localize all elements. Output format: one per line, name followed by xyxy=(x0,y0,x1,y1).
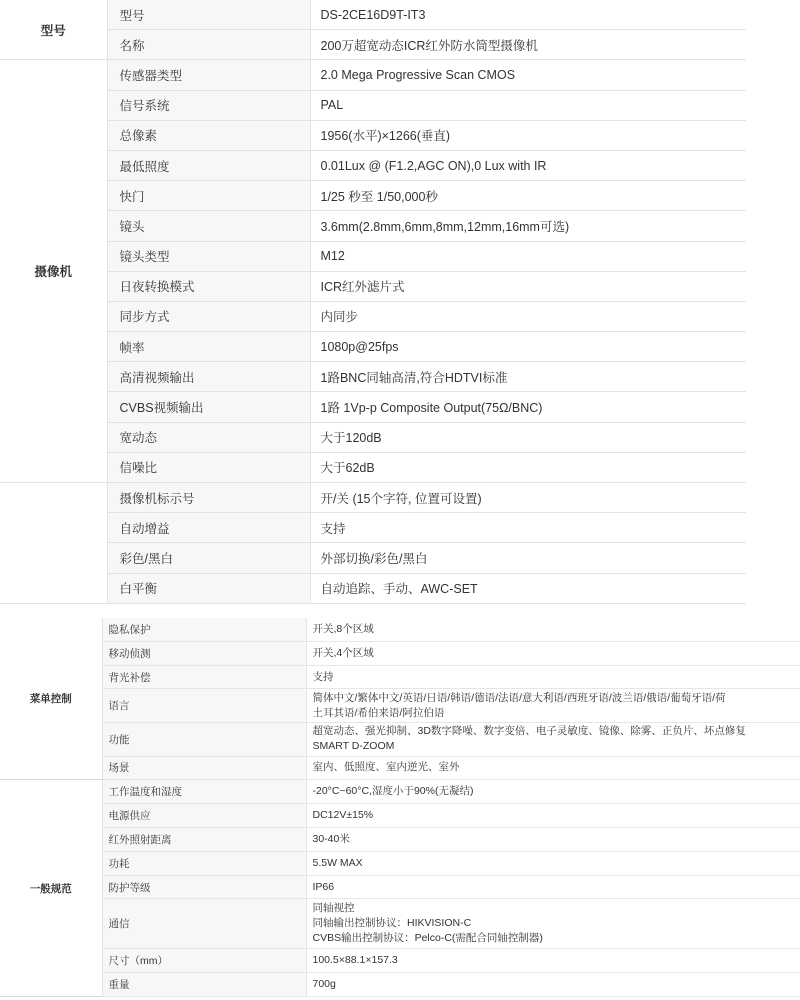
blank-cell xyxy=(746,452,800,482)
spec-value-line: 0.01Lux @ (F1.2,AGC ON),0 Lux with IR xyxy=(320,158,547,173)
blank-cell xyxy=(746,271,800,301)
blank-cell xyxy=(746,30,800,60)
spec-value-line: 700g xyxy=(312,978,336,991)
spec-value xyxy=(310,573,746,603)
spec-value xyxy=(310,422,746,452)
spec-row xyxy=(0,851,800,875)
spec-value-line: 1956(水平)×1266(垂直) xyxy=(320,129,451,144)
spec-value-line: 土耳其语/希伯来语/阿拉伯语 xyxy=(312,706,445,719)
spec-value-line: 超宽动态、强光抑制、3D数字降噪、数字变倍、电子灵敏度、镜像、除雾、正负片、坏点修复 xyxy=(312,725,746,738)
spec-value-line: 同轴输出控制协议：HIKVISION-C xyxy=(312,917,472,930)
spec-value-line: 30-40米 xyxy=(312,832,350,845)
category-cell xyxy=(0,483,107,604)
spec-value-line: 室内、低照度、室内逆光、室外 xyxy=(312,761,460,774)
spec-value xyxy=(310,483,746,513)
spec-label: 镜头类型 xyxy=(107,241,310,271)
spec-value-line: DS-2CE16D9T-IT3 xyxy=(320,7,426,22)
spec-value xyxy=(310,211,746,241)
spec-value xyxy=(306,949,800,973)
spec-row xyxy=(0,150,800,180)
spec-value xyxy=(310,90,746,120)
spec-row xyxy=(0,30,800,60)
spec-row xyxy=(0,211,800,241)
blank-cell xyxy=(746,483,800,513)
spec-label: 摄像机标示号 xyxy=(107,483,310,513)
spec-row xyxy=(0,573,800,603)
spec-value-line: 1/25 秒至 1/50,000秒 xyxy=(320,189,438,204)
category-cell: 摄像机 xyxy=(0,60,107,483)
spec-value xyxy=(306,875,800,899)
blank-cell xyxy=(746,211,800,241)
spec-label: 隐私保护 xyxy=(102,618,306,641)
blank-cell xyxy=(746,120,800,150)
spec-row xyxy=(0,689,800,723)
blank-cell xyxy=(746,301,800,331)
spec-row xyxy=(0,181,800,211)
spec-value xyxy=(310,60,746,90)
spec-value xyxy=(310,241,746,271)
blank-cell xyxy=(746,181,800,211)
spec-value xyxy=(306,973,800,997)
spec-value-line: ICR红外滤片式 xyxy=(320,280,405,295)
spec-value-line: 3.6mm(2.8mm,6mm,8mm,12mm,16mm可选) xyxy=(320,219,570,234)
spec-label: 同步方式 xyxy=(107,301,310,331)
blank-cell xyxy=(746,513,800,543)
spec-value xyxy=(310,30,746,60)
category-cell: 型号 xyxy=(0,0,107,60)
spec-value xyxy=(310,301,746,331)
blank-cell xyxy=(746,422,800,452)
spec-label: 信噪比 xyxy=(107,452,310,482)
spec-row xyxy=(0,362,800,392)
spec-label: 名称 xyxy=(107,30,310,60)
spec-row xyxy=(0,90,800,120)
spec-value xyxy=(310,0,746,30)
spec-row xyxy=(0,483,800,513)
spec-value-line: 简体中文/繁体中文/英语/日语/韩语/德语/法语/意大利语/西班牙语/波兰语/俄语/葡萄牙语/荷 xyxy=(312,691,726,704)
blank-cell xyxy=(746,150,800,180)
spec-label: 背光补偿 xyxy=(102,665,306,689)
spec-value-line: PAL xyxy=(320,98,344,113)
spec-value-line: 自动追踪、手动、AWC-SET xyxy=(320,582,478,597)
spec-value-line: IP66 xyxy=(312,880,335,893)
spec-value-line: DC12V±15% xyxy=(312,809,374,822)
spec-label: 移动侦测 xyxy=(102,641,306,665)
spec-value-line: 开关,4个区域 xyxy=(312,646,374,659)
spec-value-line: 开关,8个区域 xyxy=(312,622,374,635)
spec-value-line: 100.5×88.1×157.3 xyxy=(312,954,398,967)
spec-value xyxy=(310,362,746,392)
spec-value xyxy=(306,827,800,851)
spec-row xyxy=(0,543,800,573)
spec-label: 型号 xyxy=(107,0,310,30)
spec-value xyxy=(306,722,800,756)
blank-cell xyxy=(746,392,800,422)
spec-value-line: M12 xyxy=(320,249,345,264)
spec-value xyxy=(310,392,746,422)
spec-value-line: 2.0 Mega Progressive Scan CMOS xyxy=(320,67,516,82)
spec-row xyxy=(0,618,800,641)
spec-value xyxy=(310,452,746,482)
blank-cell xyxy=(746,241,800,271)
spec-row xyxy=(0,780,800,804)
spec-label: 快门 xyxy=(107,181,310,211)
spec-value-line: 大于120dB xyxy=(320,431,382,446)
spec-row xyxy=(0,949,800,973)
blank-cell xyxy=(746,90,800,120)
spec-row xyxy=(0,392,800,422)
spec-value-line: 支持 xyxy=(312,670,334,683)
spec-label: 防护等级 xyxy=(102,875,306,899)
blank-cell xyxy=(746,60,800,90)
spec-label: 电源供应 xyxy=(102,804,306,828)
spec-value-line: -20°C~60°C,湿度小于90%(无凝结) xyxy=(312,785,474,798)
spec-value-line: 5.5W MAX xyxy=(312,856,363,869)
spec-value xyxy=(310,181,746,211)
spec-label: 彩色/黑白 xyxy=(107,543,310,573)
spec-label: 场景 xyxy=(102,756,306,780)
spec-row xyxy=(0,422,800,452)
spec-value-line: 外部切换/彩色/黑白 xyxy=(320,551,428,566)
spec-label: 总像素 xyxy=(107,120,310,150)
blank-cell xyxy=(746,573,800,603)
spec-row xyxy=(0,973,800,997)
spec-row xyxy=(0,452,800,482)
spec-label: 红外照射距离 xyxy=(102,827,306,851)
spec-label: 工作温度和湿度 xyxy=(102,780,306,804)
category-cell: 一般规范 xyxy=(0,780,102,997)
spec-row xyxy=(0,332,800,362)
spec-label: 日夜转换模式 xyxy=(107,271,310,301)
spec-row xyxy=(0,271,800,301)
spec-value-line: 内同步 xyxy=(320,310,359,325)
spec-label: 镜头 xyxy=(107,211,310,241)
blank-cell xyxy=(746,332,800,362)
spec-label: 语言 xyxy=(102,689,306,723)
category-cell: 菜单控制 xyxy=(0,618,102,780)
spec-table-bottom xyxy=(0,618,800,997)
spec-row xyxy=(0,513,800,543)
spec-value xyxy=(306,780,800,804)
spec-value-line: 1080p@25fps xyxy=(320,339,399,354)
spec-row xyxy=(0,641,800,665)
spec-label: 高清视频输出 xyxy=(107,362,310,392)
spec-label: 传感器类型 xyxy=(107,60,310,90)
spec-value xyxy=(306,618,800,641)
spec-row xyxy=(0,120,800,150)
spec-label: 功耗 xyxy=(102,851,306,875)
spec-label: 通信 xyxy=(102,899,306,949)
spec-value-line: 200万超宽动态ICR红外防水筒型摄像机 xyxy=(320,38,538,53)
spec-value xyxy=(306,689,800,723)
spec-value xyxy=(310,513,746,543)
spec-value xyxy=(310,271,746,301)
spec-label: 宽动态 xyxy=(107,422,310,452)
spec-label: 最低照度 xyxy=(107,150,310,180)
spec-label: 尺寸（mm） xyxy=(102,949,306,973)
spec-value xyxy=(310,150,746,180)
spec-label: CVBS视频输出 xyxy=(107,392,310,422)
spec-label: 自动增益 xyxy=(107,513,310,543)
blank-cell xyxy=(746,543,800,573)
spec-value-line: 1路BNC同轴高清,符合HDTVI标准 xyxy=(320,370,508,385)
spec-row xyxy=(0,665,800,689)
spec-value xyxy=(306,804,800,828)
spec-value xyxy=(310,543,746,573)
spec-value xyxy=(310,120,746,150)
spec-row xyxy=(0,899,800,949)
spec-row xyxy=(0,804,800,828)
spec-row xyxy=(0,301,800,331)
spec-value-line: SMART D-ZOOM xyxy=(312,740,395,753)
spec-value-line: CVBS输出控制协议：Pelco-C(需配合同轴控制器) xyxy=(312,932,543,945)
spec-value xyxy=(306,665,800,689)
spec-row xyxy=(0,241,800,271)
spec-value xyxy=(306,756,800,780)
spec-value-line: 1路 1Vp-p Composite Output(75Ω/BNC) xyxy=(320,401,543,416)
spec-row xyxy=(0,60,800,90)
spec-row xyxy=(0,0,800,30)
spec-value xyxy=(310,332,746,362)
spec-value xyxy=(306,899,800,949)
spec-label: 白平衡 xyxy=(107,573,310,603)
spec-value-line: 支持 xyxy=(320,521,346,536)
blank-cell xyxy=(746,362,800,392)
spec-value-line: 同轴视控 xyxy=(312,902,355,915)
spec-value-line: 开/关 (15个字符, 位置可设置) xyxy=(320,491,482,506)
section-separator xyxy=(0,604,800,618)
spec-label: 功能 xyxy=(102,722,306,756)
spec-value-line: 大于62dB xyxy=(320,461,375,476)
spec-label: 信号系统 xyxy=(107,90,310,120)
spec-value xyxy=(306,641,800,665)
spec-value xyxy=(306,851,800,875)
spec-row xyxy=(0,756,800,780)
spec-row xyxy=(0,722,800,756)
blank-cell xyxy=(746,0,800,30)
spec-row xyxy=(0,875,800,899)
spec-row xyxy=(0,827,800,851)
spec-label: 帧率 xyxy=(107,332,310,362)
spec-label: 重量 xyxy=(102,973,306,997)
